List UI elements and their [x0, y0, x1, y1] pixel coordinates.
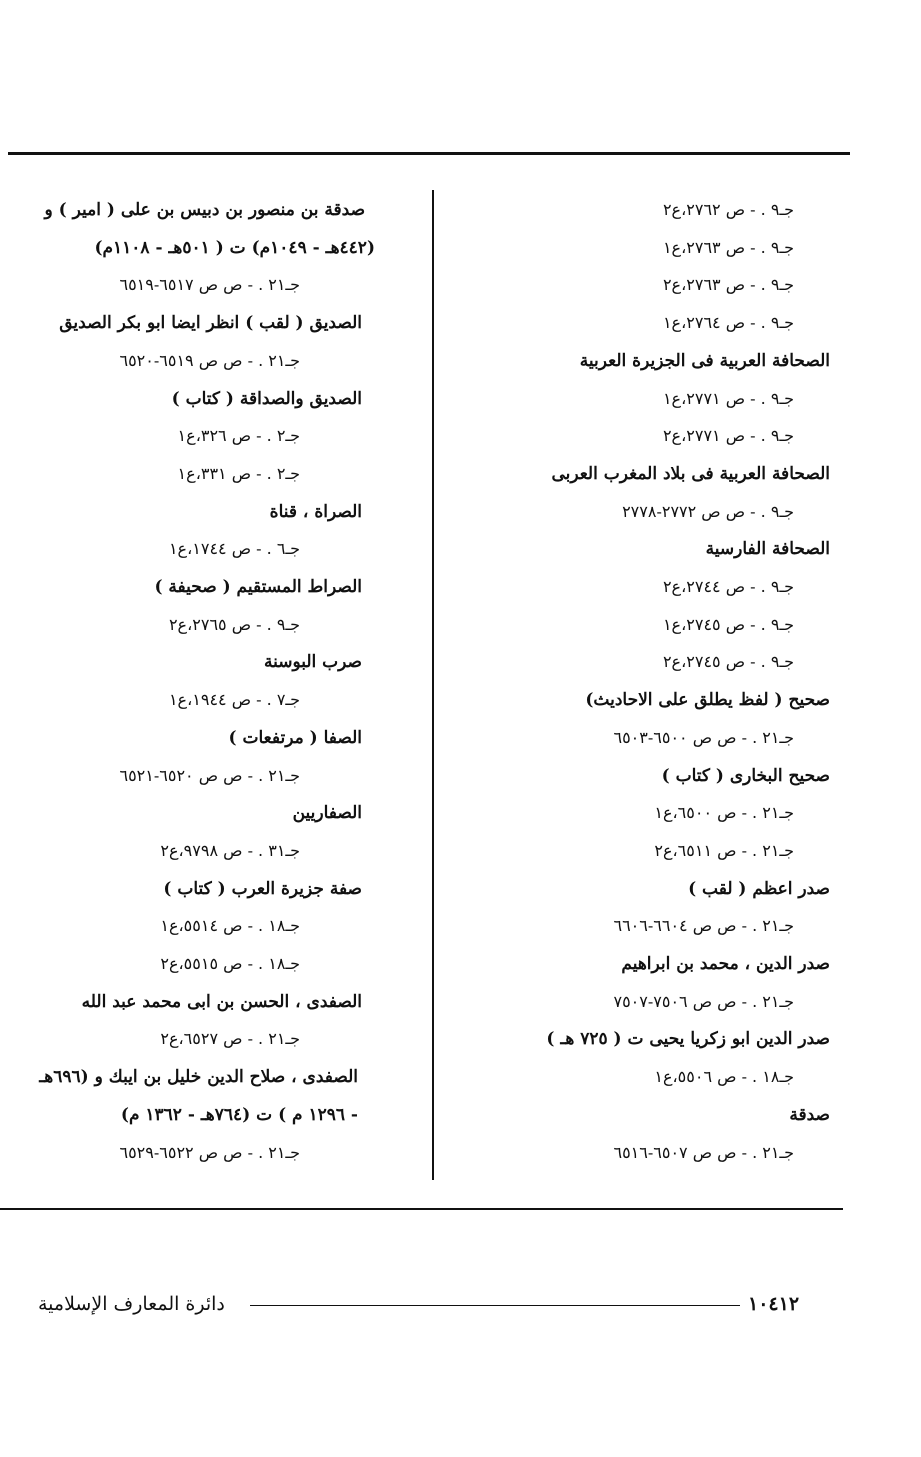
index-heading: الصديق والصداقة ( كتاب ) [171, 389, 362, 409]
index-heading: صحيح البخارى ( كتاب ) [661, 766, 830, 786]
index-reference: جـ٢١ . - ص ص ٦٥١٧-٦٥١٩ [119, 275, 300, 294]
index-reference: جـ٢١ . - ص ص ٦٥٠٠-٦٥٠٣ [613, 728, 794, 747]
index-reference: جـ٦ . - ص ١٧٤٤،ع١ [168, 539, 300, 558]
index-heading: الصديق ( لقب ) انظر ايضا ابو بكر الصديق [59, 313, 362, 333]
index-reference: جـ٢١ . - ص ٦٥٢٧،ع٢ [160, 1029, 300, 1048]
index-reference: جـ٩ . - ص ٢٧٤٤،ع٢ [662, 577, 794, 596]
index-reference: جـ٩ . - ص ٢٧٤٥،ع٢ [662, 652, 794, 671]
index-heading: الصفدى ، صلاح الدين خليل بن ايبك و (٦٩٦هـ [39, 1067, 358, 1087]
page-number: ١٠٤١٢ [748, 1293, 800, 1315]
index-reference: جـ٢١ . - ص ٦٥٠٠،ع١ [654, 803, 794, 822]
footer-title: دائرة المعارف الإسلامية [38, 1293, 225, 1315]
index-reference: جـ٣١ . - ص ٩٧٩٨،ع٢ [160, 841, 300, 860]
index-reference: جـ٢١ . - ص ص ٦٦٠٤-٦٦٠٦ [613, 916, 794, 935]
column-divider [432, 190, 434, 1180]
index-heading: الصراط المستقيم ( صحيفة ) [154, 577, 362, 597]
index-heading: الصراة ، قناة [269, 502, 362, 522]
index-reference: جـ٢ . - ص ٣٣١،ع١ [177, 464, 300, 483]
index-reference: جـ٢١ . - ص ص ٦٥٢٢-٦٥٢٩ [119, 1143, 300, 1162]
index-reference: جـ٩ . - ص ٢٧٦٥،ع٢ [168, 615, 300, 634]
index-heading: صدر الدين ابو زكريا يحيى ت ( ٧٢٥ هـ ) [546, 1029, 830, 1049]
index-reference: جـ٩ . - ص ص ٢٧٧٢-٢٧٧٨ [622, 502, 794, 521]
index-heading: الصحافة العربية فى بلاد المغرب العربى [551, 464, 830, 484]
footer-rule [250, 1305, 740, 1306]
index-heading: صدقة بن منصور بن دبيس بن على ( امير ) و [44, 200, 365, 220]
index-heading: الصحافة الفارسية [705, 539, 830, 559]
index-reference: جـ٩ . - ص ٢٧٦٣،ع٢ [662, 275, 794, 294]
index-reference: جـ٩ . - ص ٢٧٦٤،ع١ [662, 313, 794, 332]
index-reference: جـ٧ . - ص ١٩٤٤،ع١ [168, 690, 300, 709]
index-reference: جـ٢ . - ص ٣٢٦،ع١ [177, 426, 300, 445]
index-heading: الصفاريين [292, 803, 362, 823]
index-reference: جـ٩ . - ص ٢٧٦٣،ع١ [662, 238, 794, 257]
index-heading: صدر اعظم ( لقب ) [688, 879, 830, 899]
index-reference: جـ١٨ . - ص ٥٥١٤،ع١ [160, 916, 300, 935]
index-reference: جـ٢١ . - ص ص ٦٥١٩-٦٥٢٠ [119, 351, 300, 370]
index-reference: جـ٢١ . - ص ص ٧٥٠٦-٧٥٠٧ [613, 992, 794, 1011]
index-reference: جـ٩ . - ص ٢٧٦٢،ع٢ [662, 200, 794, 219]
index-reference: جـ٩ . - ص ٢٧٤٥،ع١ [662, 615, 794, 634]
index-heading: الصفا ( مرتفعات ) [228, 728, 362, 748]
index-reference: جـ٩ . - ص ٢٧٧١،ع٢ [662, 426, 794, 445]
index-reference: جـ٢١ . - ص ص ٦٥٠٧-٦٥١٦ [613, 1143, 794, 1162]
index-heading: الصفدى ، الحسن بن ابى محمد عبد الله [81, 992, 362, 1012]
top-rule [8, 152, 850, 155]
index-reference: جـ٩ . - ص ٢٧٧١،ع١ [662, 389, 794, 408]
index-heading: صفة جزيرة العرب ( كتاب ) [163, 879, 362, 899]
bottom-rule [0, 1208, 843, 1210]
index-reference: جـ٢١ . - ص ٦٥١١،ع٢ [654, 841, 794, 860]
index-heading: - ١٢٩٦ م ) ت (٧٦٤هـ - ١٣٦٢ م) [120, 1105, 358, 1125]
index-heading: الصحافة العربية فى الجزيرة العربية [579, 351, 830, 371]
index-heading: (٤٤٢هـ - ١٠٤٩م) ت ( ٥٠١هـ - ١١٠٨م) [94, 238, 375, 258]
index-heading: صحيح ( لفظ يطلق على الاحاديث) [585, 690, 830, 710]
index-heading: صدقة [789, 1105, 830, 1125]
index-reference: جـ١٨ . - ص ٥٥٠٦،ع١ [654, 1067, 794, 1086]
index-heading: صرب البوسنة [263, 652, 362, 672]
index-heading: صدر الدين ، محمد بن ابراهيم [621, 954, 830, 974]
index-reference: جـ٢١ . - ص ص ٦٥٢٠-٦٥٢١ [119, 766, 300, 785]
index-reference: جـ١٨ . - ص ٥٥١٥،ع٢ [160, 954, 300, 973]
